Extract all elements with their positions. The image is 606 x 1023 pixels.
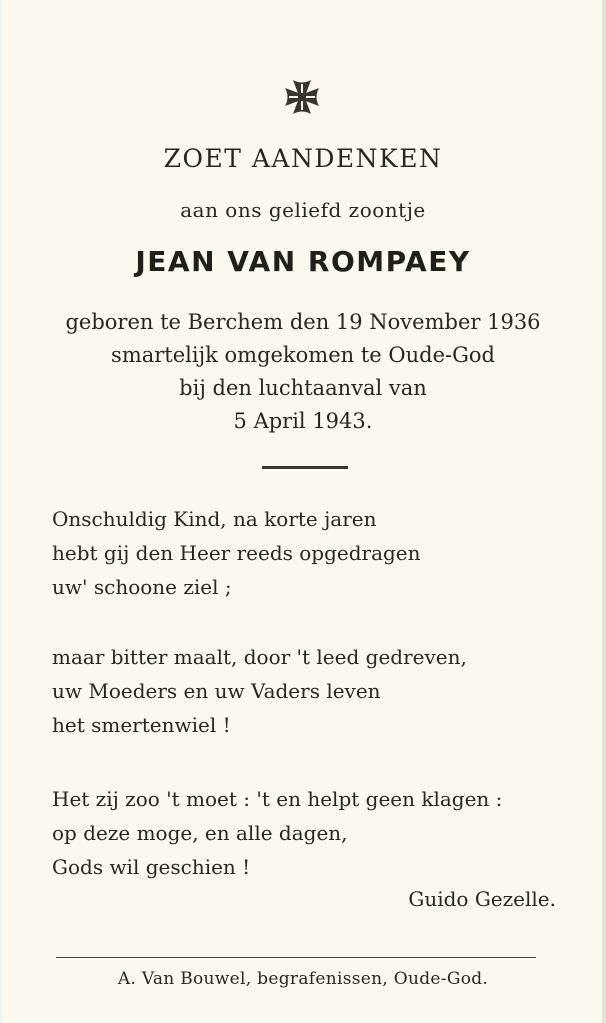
poem-line: het smertenwiel !	[52, 713, 231, 737]
poem-line: maar bitter maalt, door 't leed gedreven,	[52, 645, 467, 669]
cause-line: bij den luchtaanval van	[179, 376, 427, 400]
poem-stanza-2	[52, 640, 572, 742]
poem-line: uw Moeders en uw Vaders leven	[52, 679, 381, 703]
details-block	[0, 306, 606, 438]
poem-line: uw' schoone ziel ;	[52, 575, 232, 599]
poem-line: Onschuldig Kind, na korte jaren	[52, 507, 377, 531]
footer-text: A. Van Bouwel, begrafenissen, Oude-God.	[117, 969, 489, 989]
poem-stanza-1	[52, 502, 572, 604]
poem-line: hebt gij den Heer reeds opgedragen	[52, 541, 421, 565]
poem-line: Het zij zoo 't moet : 't en helpt geen klagen :	[52, 787, 503, 811]
card-subheading: aan ons geliefd zoontje	[180, 198, 426, 222]
poem-stanza-3	[52, 782, 572, 884]
poem-line: Gods wil geschien !	[52, 855, 251, 879]
divider	[262, 466, 348, 469]
birth-line: geboren te Berchem den 19 November 1936	[65, 310, 541, 334]
card-heading: ZOET AANDENKEN	[163, 144, 443, 173]
footer-divider	[56, 957, 536, 958]
poem-author: Guido Gezelle.	[408, 887, 556, 911]
cross-pattee-icon	[280, 75, 324, 119]
date-line: 5 April 1943.	[233, 409, 373, 433]
poem-line: op deze moge, en alle dagen,	[52, 821, 348, 845]
death-line: smartelijk omgekomen te Oude-God	[111, 343, 495, 367]
deceased-name: JEAN VAN ROMPAEY	[135, 245, 471, 278]
